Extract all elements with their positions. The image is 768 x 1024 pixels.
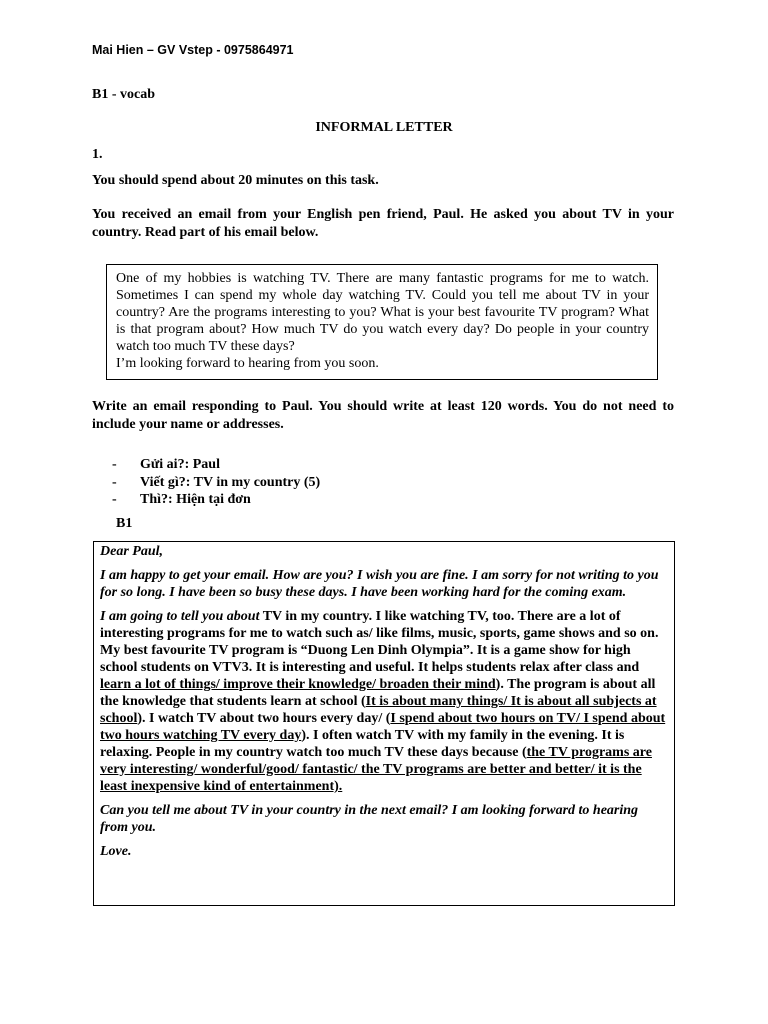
page-title: INFORMAL LETTER xyxy=(315,120,453,135)
letter-body xyxy=(100,608,668,795)
letter-underlined-phrase: the TV programs are very interesting/ wonderful/good/ fantastic/ the TV programs are better and better/ it is the least inexpensive kind of entertainment). xyxy=(100,745,652,794)
list-item-text: Viết gì?: TV in my country (5) xyxy=(140,474,321,490)
letter-greeting: Dear Paul, xyxy=(100,544,163,559)
letter-body-text: ). The program is about all the knowledge that students learn at school ( xyxy=(100,677,656,709)
letter-closing: Can you tell me about TV in your country in the next email? I am looking forward to hearing from you. xyxy=(100,803,639,835)
list-dash: - xyxy=(112,474,117,490)
list-item-text: Thì?: Hiện tại đơn xyxy=(140,492,251,507)
email-excerpt-body: One of my hobbies is watching TV. There are many fantastic programs for me to watch. Sometimes I can spend my whole day watching TV. Could you tell me about TV in your country? Are the programs interesting to you? What is your best favourite TV program? What is that program about? How much TV do you watch every day? Do people in your country watch too much TV these days? xyxy=(116,271,649,354)
situation-text: You received an email from your English pen friend, Paul. He asked you about TV in your country. Read part of his email below. xyxy=(92,207,674,240)
task-number: 1. xyxy=(92,147,103,162)
list-item xyxy=(112,456,320,474)
letter-underlined-phrase: learn a lot of things/ improve their knowledge/ broaden their mind xyxy=(100,677,496,692)
letter-sign-off: Love. xyxy=(100,844,132,859)
list-item-text: Gửi ai?: Paul xyxy=(140,457,220,472)
email-excerpt-closing: I’m looking forward to hearing from you soon. xyxy=(116,356,379,371)
letter-body-text: ). I often watch TV with my family in the evening. It is relaxing. People in my country watch too much TV these days because ( xyxy=(100,728,625,760)
list-item xyxy=(112,474,320,492)
level-label: B1 - vocab xyxy=(92,87,155,102)
email-excerpt-box xyxy=(106,264,658,380)
list-dash: - xyxy=(112,492,117,507)
letter-body-intro: I am going to tell you about xyxy=(100,609,260,624)
letter-opening: I am happy to get your email. How are you? I wish you are fine. I am sorry for not writing to you for so long. I have been so busy these days. I have been working hard for the coming exam. xyxy=(100,568,659,600)
writing-instruction: Write an email responding to Paul. You should write at least 120 words. You do not need to include your name or addresses. xyxy=(92,399,674,432)
letter-body-text: TV in my country. I like watching TV, too. There are a lot of interesting programs for me to watch such as/ like films, music, sports, game shows and so on. My best favourite TV program is “Duong Len Dinh Olympia”. It is a game show for high school students on VTV3. It is interesting and useful. It helps students relax after class and xyxy=(100,609,659,675)
time-instruction: You should spend about 20 minutes on this task. xyxy=(92,173,379,188)
letter-body-text: ). I watch TV about two hours every day/ ( xyxy=(137,711,391,726)
document-header: Mai Hien – GV Vstep - 0975864971 xyxy=(92,43,294,57)
letter-underlined-phrase: It is about many things/ It is about all subjects at school xyxy=(100,694,657,726)
sample-level-label: B1 xyxy=(116,516,133,531)
list-item xyxy=(112,491,320,509)
list-dash: - xyxy=(112,457,117,472)
sample-letter-box xyxy=(93,541,675,906)
letter-underlined-phrase: I spend about two hours on TV/ I spend about two hours watching TV every day xyxy=(100,711,666,743)
task-notes-list xyxy=(112,456,320,509)
